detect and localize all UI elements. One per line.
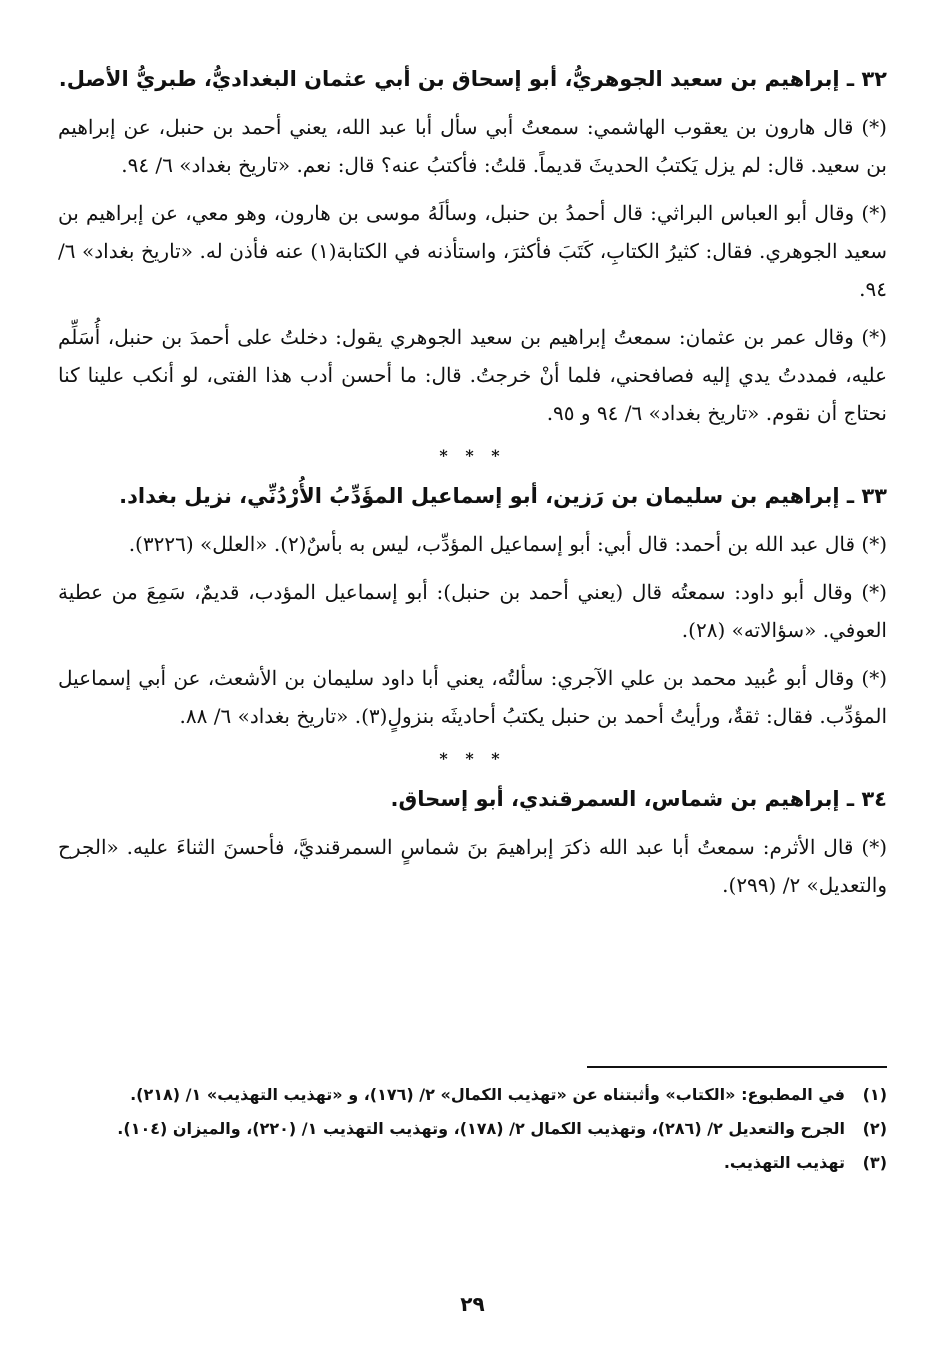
section-separator: * * * bbox=[439, 446, 506, 465]
footnote-text: تهذيب التهذيب. bbox=[723, 1153, 845, 1172]
paragraph: (*) قال عبد الله بن أحمد: قال أبي: أبو إسماعيل المؤدِّب، ليس به بأسٌ(٢). «العلل» (٣٢٢٦). bbox=[128, 532, 887, 556]
entry-title: ٣٤ ـ إبراهيم بن شماس، السمرقندي، أبو إسحاق. bbox=[390, 787, 887, 811]
paragraph: (*) قال الأثرم: سمعتُ أبا عبد الله ذكرَ إبراهيمَ بنَ شماسٍ السمرقنديَّ، فأحسنَ الثناءَ عليه. «الجرح والتعديل» ٢/ (٢٩٩). bbox=[58, 835, 887, 897]
footnote-text: في المطبوع: «الكتاب» وأثبتناه عن «تهذيب الكمال» ٢/ (١٧٦)، و «تهذيب التهذيب» ١/ (٢١٨). bbox=[130, 1085, 845, 1104]
paragraph: (*) قال هارون بن يعقوب الهاشمي: سمعتُ أبي سأل أبا عبد الله، يعني أحمد بن حنبل، عن إبراهيم بن سعيد. قال: لم يزل يَكتبُ الحديثَ قديماً. قلتُ: فأكتبُ عنه؟ قال: نعم. «تاريخ بغداد» ٦/ ٩٤. bbox=[58, 115, 887, 177]
paragraph: (*) وقال أبو عُبيد محمد بن علي الآجري: سألتُه، يعني أبا داود سليمان بن الأشعث، عن أبي إسماعيل المؤدِّب. فقال: ثقةٌ، ورأيتُ أحمد بن حنبل يكتبُ أحاديثَه بنزولٍ(٣). «تاريخ بغداد» ٦/ ٨٨. bbox=[58, 666, 887, 728]
entry-32 bbox=[58, 60, 887, 432]
paragraph: (*) وقال عمر بن عثمان: سمعتُ إبراهيم بن سعيد الجوهري يقول: دخلتُ على أحمدَ بن حنبل، أُسَلِّم عليه، فمددتُ يدي إليه فصافحني، فلما أنْ خرجتُ. قال: ما أحسن أدب هذا الفتى، لو أنكب علينا كنا نحتاج أن نقوم. «تاريخ بغداد» ٦/ ٩٤ و ٩٥. bbox=[58, 325, 887, 425]
footnote-number: (١) bbox=[862, 1085, 887, 1104]
footnote-number: (٣) bbox=[862, 1153, 887, 1172]
entry-33 bbox=[58, 477, 887, 735]
footnote bbox=[58, 1148, 887, 1178]
entry-title: ٣٣ ـ إبراهيم بن سليمان بن رَزين، أبو إسماعيل المؤَدِّبُ الأُرْدُنِّي، نزيل بغداد. bbox=[119, 484, 887, 508]
footnote bbox=[58, 1080, 887, 1110]
paragraph: (*) وقال أبو العباس البراثي: قال أحمدُ بن حنبل، وسألَهُ موسى بن هارون، وهو معي، عن إبراهيم بن سعيد الجوهري. فقال: كثيرُ الكتابِ، كَتَبَ فأكثرَ، واستأذنه في الكتابة(١) عنه فأذن له. «تاريخ بغداد» ٦/ ٩٤. bbox=[58, 201, 887, 301]
footnote bbox=[58, 1114, 887, 1144]
footnote-number: (٢) bbox=[862, 1119, 887, 1138]
entry-34 bbox=[58, 780, 887, 904]
footnotes bbox=[58, 1080, 887, 1182]
footnote-text: الجرح والتعديل ٢/ (٢٨٦)، وتهذيب الكمال ٢/ (١٧٨)، وتهذيب التهذيب ١/ (٢٢٠)، والميزان (١٠٤). bbox=[117, 1119, 845, 1138]
page-number: ٢٩ bbox=[460, 1292, 485, 1316]
entry-title: ٣٢ ـ إبراهيم بن سعيد الجوهريُّ، أبو إسحاق بن أبي عثمان البغداديُّ، طبريُّ الأصل. bbox=[58, 67, 887, 91]
footnote-divider bbox=[587, 1066, 887, 1068]
paragraph: (*) وقال أبو داود: سمعتُه قال (يعني أحمد بن حنبل): أبو إسماعيل المؤدب، قديمٌ، سَمِعَ من عطية العوفي. «سؤالاته» (٢٨). bbox=[58, 580, 887, 642]
page-body bbox=[58, 60, 887, 914]
section-separator: * * * bbox=[439, 749, 506, 768]
